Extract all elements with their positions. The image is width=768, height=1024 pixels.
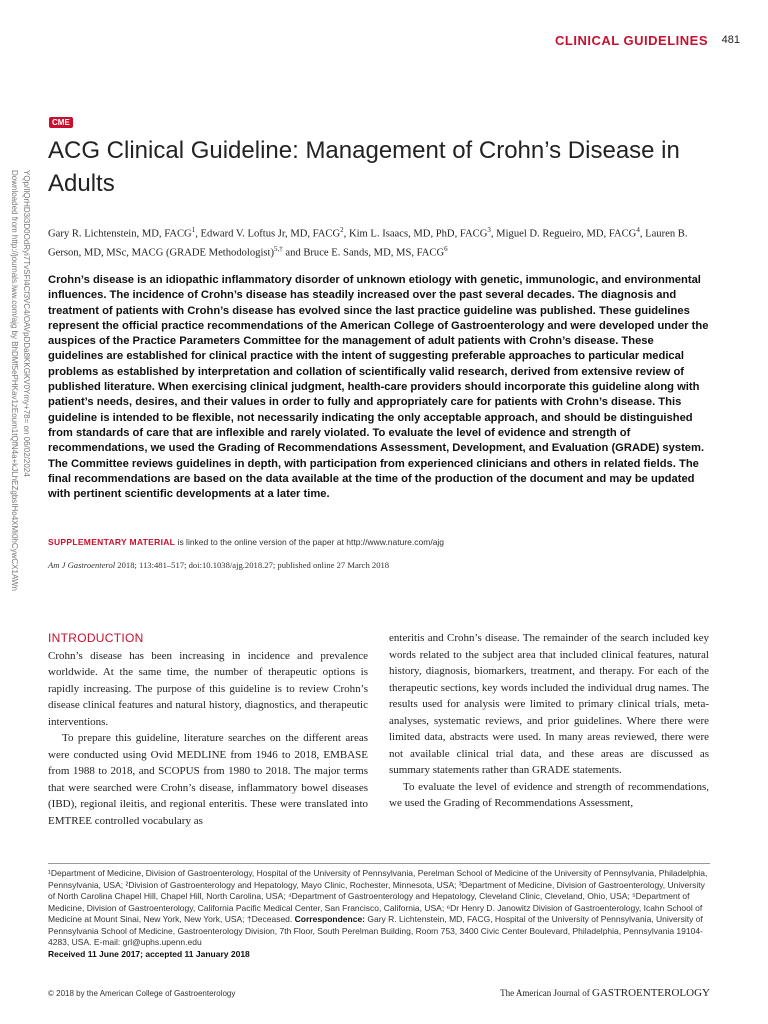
citation-details: 2018; 113:481–517; doi:10.1038/ajg.2018.27; published online 27 March 2018 bbox=[115, 560, 390, 570]
received-dates: Received 11 June 2017; accepted 11 January 2018 bbox=[48, 948, 250, 959]
paragraph: enteritis and Crohn’s disease. The remainder of the search included key words related to the subject area that included clinical features, natural history, diagnosis, biomarkers, treatment, and therapy. For each of the therapeutic sections, key words included the individual drug names. The results used for analysis were limited to primary clinical trials, meta-analyses, systematic reviews, and prior guidelines. Where there were limited data, abstracts were used. In many areas reviewed, there were not available clinical trial data, and these areas are discussed as summary statements rather than GRADE statements. bbox=[389, 632, 709, 776]
author-6-affiliation: 6 bbox=[444, 244, 448, 253]
article-title: ACG Clinical Guideline: Management of Crohn’s Disease in Adults bbox=[48, 137, 680, 197]
journal-footer bbox=[500, 987, 710, 999]
page-number: 481 bbox=[721, 34, 740, 46]
journal-name: GASTROENTEROLOGY bbox=[592, 987, 710, 999]
introduction-heading: INTRODUCTION bbox=[48, 631, 144, 645]
affiliations: ¹Department of Medicine, Division of Gastroenterology, Hospital of the University of Pennsylvania, Perelman School of Medicine of the University of Pennsylvania, Philadelphia, Pennsylvania, USA; ²Division of Gastroenterology and Hepatology, Mayo Clinic, Rochester, Minnesota, USA; ³Department of Medicine, Division of Gastroenterology, University of North Carolina Chapel Hill, Chapel Hill, North Carolina, USA; ⁴Department of Gastroenterology and Hepatology, Cleveland Clinic, Cleveland, Ohio, USA; ⁵Department of Medicine, Division of Gastroenterology, California Pacific Medical Center, San Francisco, California, USA; ⁶Dr Henry D. Janowitz Division of Gastroenterology, Icahn School of Medicine at Mount Sinai, New York, New York, USA; †Deceased. bbox=[48, 868, 708, 924]
author-5: , Lauren B. Gerson, MD, MSc, MACG (GRADE Methodologist) bbox=[48, 228, 688, 259]
paragraph: Crohn’s disease has been increasing in incidence and prevalence worldwide. At the same time, the number of therapeutic options is rapidly increasing. The purpose of this guideline is to review Crohn’s disease clinical features and natural history, diagnostics, and therapeutic interventions. bbox=[48, 649, 368, 728]
journal-prefix: The American Journal of bbox=[500, 988, 593, 998]
download-watermark-line2: YQp/IlQrHD3i3D0OdRyi7TvSFl4Cf3VC4/OAVpDDa8KKGKV0Ymy+78= on 06/02/2024 bbox=[22, 170, 31, 477]
citation-line bbox=[48, 560, 389, 570]
footnotes bbox=[48, 868, 710, 960]
author-3: , Kim L. Isaacs, MD, PhD, FACG bbox=[343, 228, 488, 240]
author-4-affiliation: 4 bbox=[636, 226, 640, 234]
correspondence-label: Correspondence: bbox=[294, 914, 366, 924]
supplementary-label: SUPPLEMENTARY MATERIAL bbox=[48, 537, 176, 547]
paragraph: To prepare this guideline, literature searches on the different areas were conducted using Ovid MEDLINE from 1946 to 2018, EMBASE from 1988 to 2018, and SCOPUS from 1980 to 2018. The major terms that were searched were Crohn’s disease, inflammatory bowel diseases (IBD), regional ileitis, and regional enteritis. These were translated into EMTREE controlled vocabulary as bbox=[48, 732, 368, 827]
author-2: , Edward V. Loftus Jr, MD, FACG bbox=[195, 228, 341, 240]
cme-badge: CME bbox=[49, 117, 73, 128]
abstract: Crohn’s disease is an idiopathic inflammatory disorder of unknown etiology with genetic, immunologic, and environmental influences. The incidence of Crohn’s disease has steadily increased over the past several decades. The diagnosis and treatment of patients with Crohn’s disease has evolved since the last practice guideline was published. These guidelines represent the official practice recommendations of the American College of Gastroenterology and were developed under the auspices of the Practice Parameters Committee for the management of adult patients with Crohn’s disease. These guidelines are established for clinical practice with the intent of suggesting preferable approaches to particular medical problems as established by interpretation and collation of scientifically valid research, derived from extensive review of published literature. When exercising clinical judgment, health-care providers should incorporate this guideline along with patient’s needs, desires, and their values in order to fully and appropriately care for patients with Crohn’s disease. This guideline is intended to be flexible, not necessarily indicating the only acceptable approach, and should be distinguished from standards of care that are inflexible and rarely violated. To evaluate the level of evidence and strength of recommendations, we used the Grading of Recommendations Assessment, Development, and Evaluation (GRADE) system. The Committee reviews guidelines in depth, with participation from experienced clinicians and others in related fields. The final recommendations are based on the data available at the time of the production of the document and may be updated with pertinent scientific developments at a later time. bbox=[48, 274, 709, 501]
footnote-divider bbox=[48, 863, 710, 864]
author-list bbox=[48, 223, 708, 260]
author-5-affiliation: 5,† bbox=[274, 244, 283, 253]
copyright: © 2018 by the American College of Gastroenterology bbox=[48, 989, 236, 998]
section-label: CLINICAL GUIDELINES bbox=[555, 33, 708, 48]
author-1-affiliation: 1 bbox=[191, 226, 196, 234]
author-2-affiliation: 2 bbox=[340, 226, 344, 234]
body-column-right bbox=[389, 630, 709, 812]
supplementary-text[interactable]: is linked to the online version of the paper at http://www.nature.com/ajg bbox=[175, 537, 445, 547]
citation-journal: Am J Gastroenterol bbox=[48, 560, 116, 570]
correspondence-text: Gary R. Lichtenstein, MD, FACG, Hospital of the University of Pennsylvania, University of Pennsylvania School of Medicine, Gastroenterology Division, 7th Floor, South Perelman Building, Room 753, 3400 Civic Center Boulevard, Philadelphia, Pennsylvania 19104-4283, USA. E-mail: grl@uphs.upenn.edu bbox=[48, 914, 703, 947]
paragraph: To evaluate the level of evidence and strength of recommendations, we used the Grading of Recommendations Assessment, bbox=[389, 780, 709, 809]
download-watermark bbox=[8, 170, 50, 630]
author-3-affiliation: 3 bbox=[487, 226, 491, 234]
author-4: , Miguel D. Regueiro, MD, FACG bbox=[490, 228, 637, 240]
download-watermark-line1: Downloaded from http://journals.lww.com/ajg by BhDMf5ePHKav1zEoum1tQfN4a+kJLhEZgbsIHo4XMi0hCywCX1AWn bbox=[10, 170, 19, 591]
author-1: Gary R. Lichtenstein, MD, FACG bbox=[48, 228, 192, 240]
author-6: and Bruce E. Sands, MD, MS, FACG bbox=[282, 247, 445, 259]
body-column-left bbox=[48, 630, 368, 829]
supplementary-note bbox=[48, 537, 444, 547]
